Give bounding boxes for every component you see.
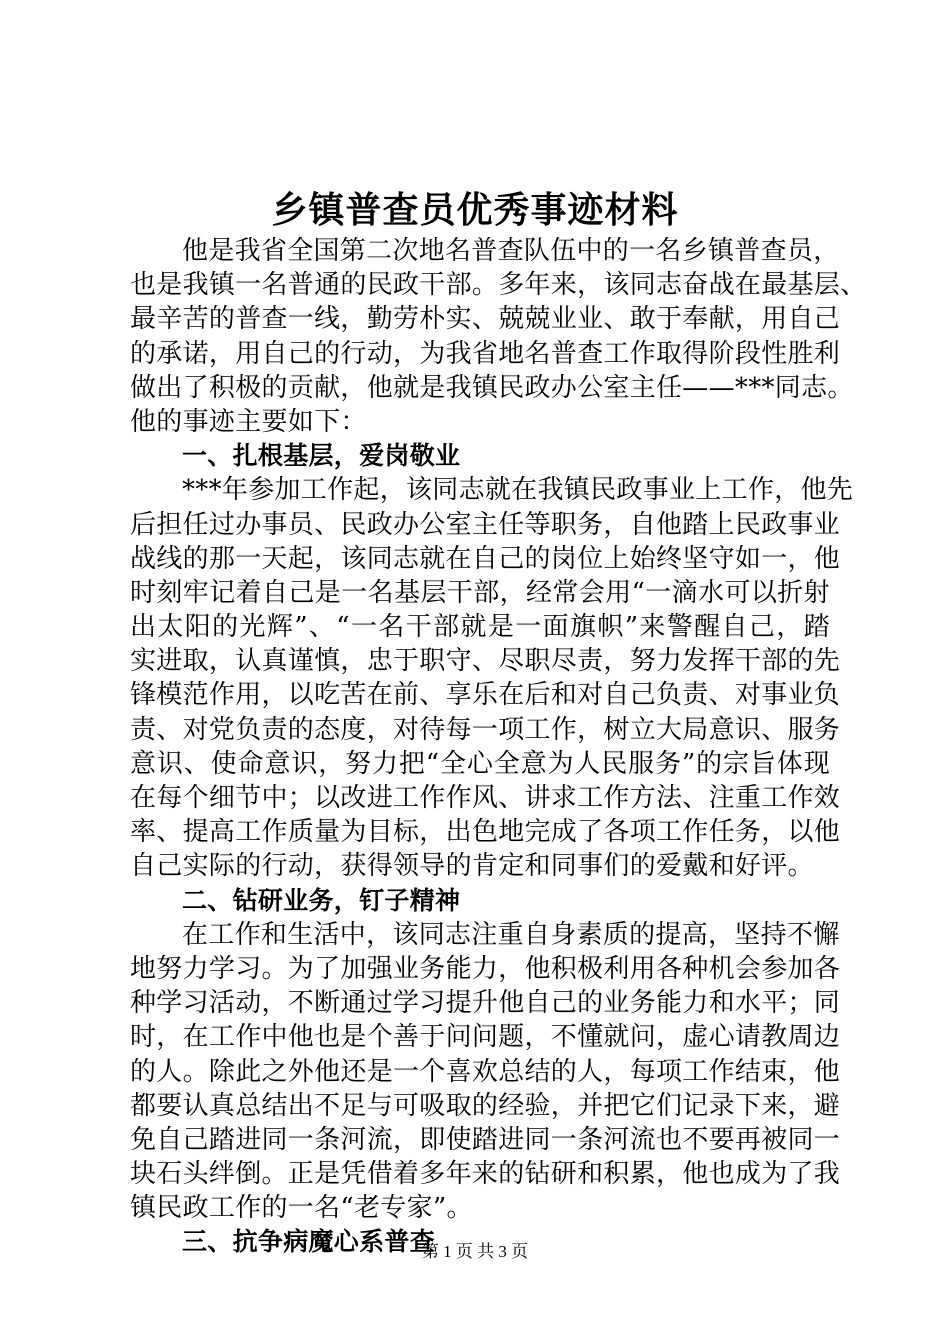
section-heading: 一、扎根基层，爱岗敬业 — [182, 441, 461, 471]
paragraph-line: 镇民政工作的一名“老专家”。 — [130, 1193, 473, 1224]
paragraph-line: 锋模范作用，以吃苦在前、享乐在后和对自己负责、对事业负 — [130, 680, 841, 711]
paragraph-line: 块石头绊倒。正是凭借着多年来的钻研和积累，他也成为了我 — [130, 1159, 841, 1190]
paragraph-line: 战线的那一天起，该同志就在自己的岗位上始终坚守如一，他 — [130, 543, 841, 574]
paragraph-line: 他的事迹主要如下： — [130, 406, 367, 437]
paragraph-line: 地努力学习。为了加强业务能力，他积极利用各种机会参加各 — [130, 953, 841, 984]
paragraph-line: 时，在工作中他也是个善于问问题，不懂就问，虚心请教周边 — [130, 1022, 841, 1053]
paragraph-line: 免自己踏进同一条河流，即使踏进同一条河流也不要再被同一 — [130, 1124, 841, 1155]
document-body — [130, 234, 867, 1260]
paragraph-line: 意识、使命意识，努力把“全心全意为人民服务”的宗旨体现 — [130, 748, 830, 779]
paragraph-line: 自己实际的行动，获得领导的肯定和同事们的爱戴和好评。 — [130, 851, 814, 882]
paragraph-line: 时刻牢记着自己是一名基层干部，经常会用“一滴水可以折射 — [130, 577, 830, 608]
section-heading: 三、抗争病魔心系普查 — [182, 1227, 436, 1257]
paragraph-line: 后担任过办事员、民政办公室主任等职务，自他踏上民政事业 — [130, 509, 841, 540]
paragraph-line: 他是我省全国第二次地名普查队伍中的一名乡镇普查员， — [182, 236, 840, 266]
paragraph-line: 实进取，认真谨慎，忠于职守、尽职尽责，努力发挥干部的先 — [130, 646, 841, 677]
paragraph-line: 的承诺，用自己的行动，为我省地名普查工作取得阶段性胜利 — [130, 338, 841, 369]
paragraph-line: 也是我镇一名普通的民政干部。多年来，该同志奋战在最基层、 — [130, 270, 867, 301]
paragraph-line: 率、提高工作质量为目标，出色地完成了各项工作任务，以他 — [130, 817, 841, 848]
paragraph-line: 种学习活动，不断通过学习提升他自己的业务能力和水平；同 — [130, 988, 841, 1019]
paragraph-line: 在工作和生活中，该同志注重自身素质的提高，坚持不懈 — [182, 919, 840, 950]
paragraph-line: 的人。除此之外他还是一个喜欢总结的人，每项工作结束，他 — [130, 1056, 841, 1087]
page-footer: 第 1 页 共 3 页 — [421, 1242, 529, 1261]
paragraph-line: ***年参加工作起，该同志就在我镇民政事业上工作，他先 — [182, 475, 854, 506]
paragraph-line: 在每个细节中；以改进工作作风、讲求工作方法、注重工作效 — [130, 783, 841, 813]
document-title: 乡镇普查员优秀事迹材料 — [271, 189, 679, 231]
paragraph-line: 都要认真总结出不足与可吸取的经验，并把它们记录下来，避 — [130, 1090, 841, 1121]
paragraph-line: 出太阳的光辉”、“一名干部就是一面旗帜”来警醒自己，踏 — [130, 612, 830, 643]
paragraph-line: 最辛苦的普查一线，勤劳朴实、兢兢业业、敢于奉献，用自己 — [130, 304, 841, 335]
section-heading: 二、钻研业务，钉子精神 — [182, 885, 461, 915]
paragraph-line: 责、对党负责的态度，对待每一项工作，树立大局意识、服务 — [130, 714, 841, 745]
paragraph-line: 做出了积极的贡献，他就是我镇民政办公室主任——***同志。 — [130, 372, 854, 403]
